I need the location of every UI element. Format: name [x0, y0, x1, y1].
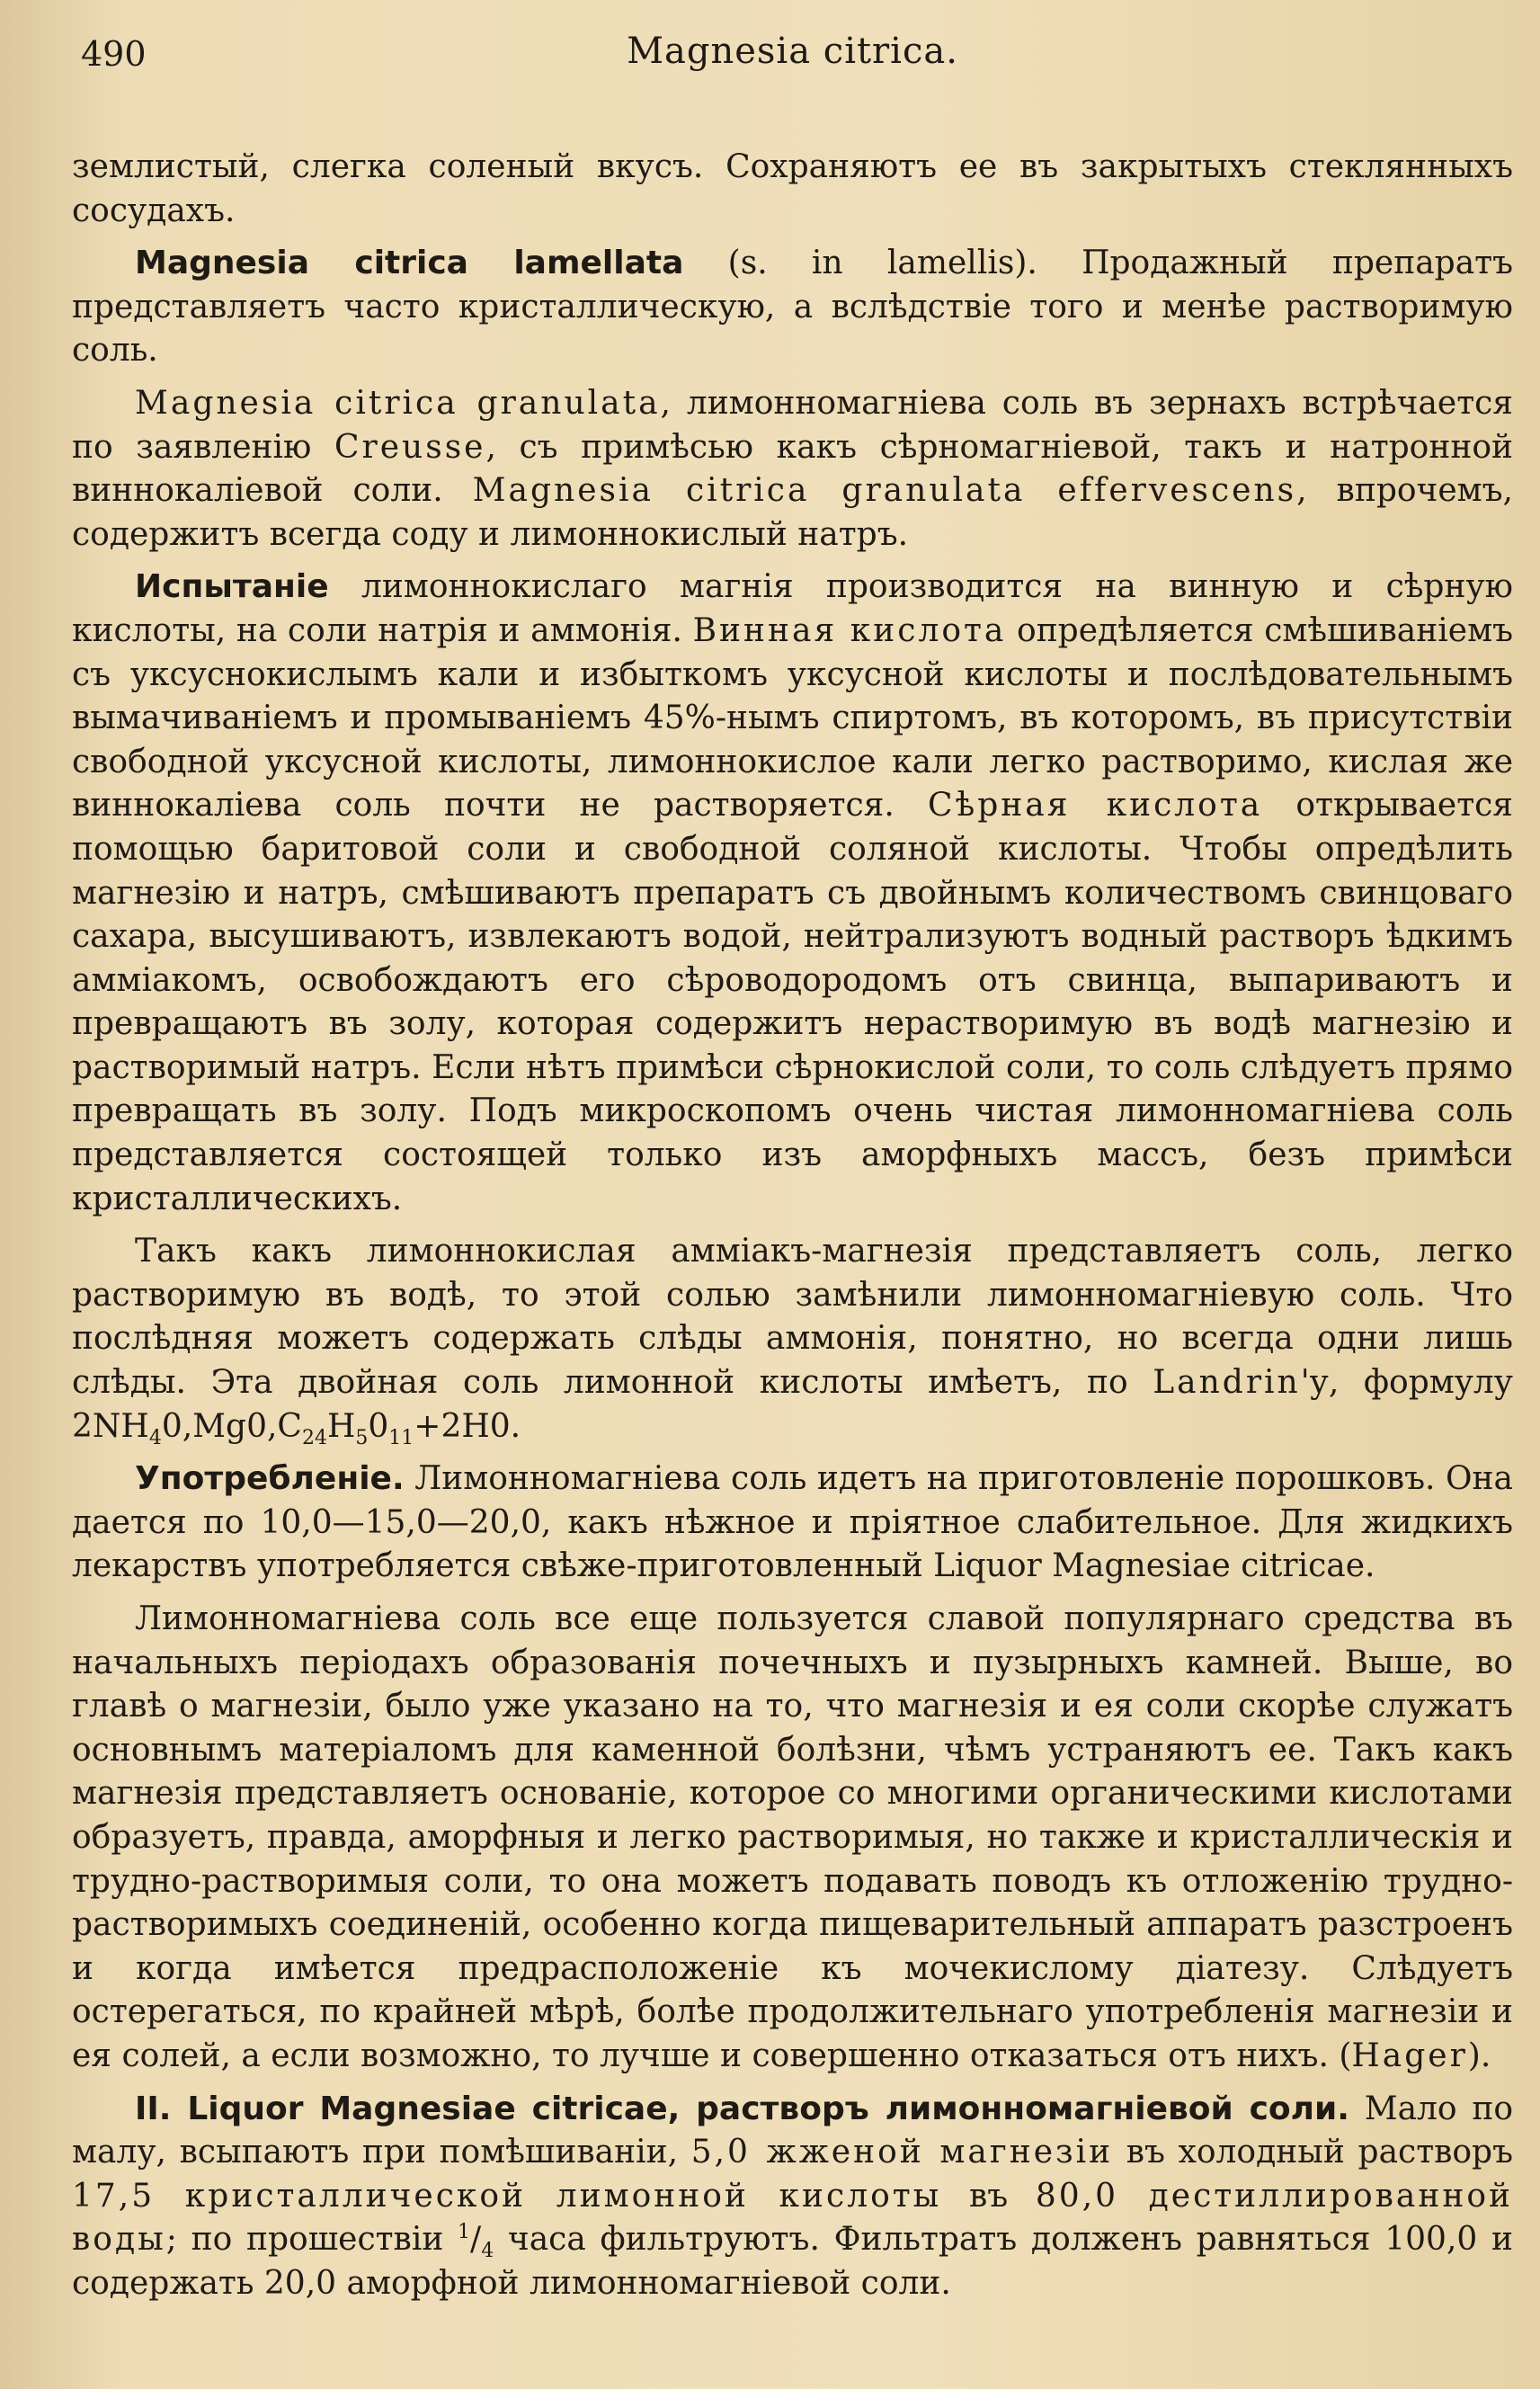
formula-subscript: 24	[301, 1426, 327, 1449]
paragraph-text: ; по прошествіи	[165, 2221, 458, 2259]
paragraph-liquor: II. Liquor Magnesiae citricae, растворъ лимонномагніевой соли. Мало по малу, всыпаютъ при помѣшиваніи, 5,0 жженой магнезіи въ холодный растворъ 17,5 кристаллической лимонной кислоты въ 80,0 дестиллированной воды; по прошествіи $^1/_4$ часа фильтруютъ. Фильтратъ долженъ равняться 100,0 и содержать 20,0 аморфной лимонномагніевой соли.	[72, 2090, 1514, 2302]
paragraph-text: Лимонномагніева соль идетъ на приготовленіе порошковъ. Она дается по 10,0—15,0—20,0, какъ нѣжное и пріятное слабительное. Для жидкихъ лекарствъ употребляется свѣже-приготовленный Liquor Magnesiae citricae.	[72, 1460, 1513, 1585]
paragraph-granulata	[72, 382, 1513, 557]
paragraph-text: (s. in lamellis). Продажный препаратъ представляетъ часто кристаллическую, а вслѣдствіе того и менѣе растворимую соль.	[72, 245, 1513, 370]
fraction-denominator: 4	[481, 2240, 494, 2263]
paragraph-text: Такъ какъ лимоннокислая амміакъ-магнезія представляетъ соль, легко растворимую въ водѣ, то этой солью замѣнили лимонномагніевую соль. Что послѣдняя можетъ содержать слѣды аммонія, понятно, но всегда одни лишь слѣды. Эта двойная соль лимонной кислоты имѣетъ, по	[72, 1233, 1513, 1402]
paragraph-text: ).	[1467, 2037, 1491, 2074]
section-heading: Испытаніе	[135, 568, 329, 606]
paragraph-remarks	[72, 1598, 1513, 2079]
paragraph-text: , лимонномагніева соль въ зернахъ встрѣчается по заявленію	[72, 384, 1514, 466]
formula-part: +2H0.	[414, 1407, 521, 1445]
paragraph-text: , съ примѣсью какъ сѣрномагніевой, такъ и натронной виннокаліевой соли.	[72, 428, 1513, 510]
formula-subscript: 5	[355, 1426, 369, 1449]
paragraph-text: открывается помощью баритовой соли и свободной соляной кислоты. Чтобы опредѣлить магнезію и натръ, смѣшиваютъ препаратъ съ двойнымъ количествомъ свинцоваго сахара, высушиваютъ, извлекаютъ водой, нейтрализуютъ водный растворъ ѣдкимъ амміакомъ, освобождаютъ его сѣроводородомъ отъ свинца, выпариваютъ и превращаютъ въ золу, которая содержитъ нерастворимую въ водѣ магнезію и растворимый натръ. Если нѣтъ примѣси сѣрнокислой соли, то соль слѣдуетъ прямо превращать въ золу. Подъ микроскопомъ очень чистая лимонномагніева соль представляется состоящей только изъ аморфныхъ массъ, безъ примѣси кристаллическихъ.	[72, 787, 1513, 1217]
author-name: Landrin	[1153, 1364, 1301, 1402]
paragraph-ammonia	[72, 1230, 1513, 1449]
paragraph-text: часа фильтруютъ. Фильтратъ долженъ равняться 100,0 и содержать 20,0 аморфной лимонномагніевой соли.	[72, 2221, 1513, 2302]
formula-part: 2NH	[72, 1407, 149, 1445]
emphasis-text: 5,0 жженой магнезіи	[690, 2134, 1114, 2171]
paragraph-text: Мало по малу, всыпаютъ при помѣшиваніи,	[72, 2090, 1513, 2171]
author-name: Hager	[1351, 2037, 1468, 2074]
term-heading: Magnesia citrica lamellata	[135, 245, 684, 282]
section-heading: II. Liquor Magnesiae citricae, растворъ лимонномагніевой соли.	[135, 2090, 1349, 2127]
page-header	[72, 27, 1513, 81]
paragraph-text: лимоннокислаго магнія производится на винную и сѣрную кислоты, на соли натрія и аммонія.	[72, 568, 1513, 649]
formula-subscript: 11	[388, 1426, 414, 1449]
formula-part: H	[326, 1407, 356, 1445]
paragraph-text: 'у, формулу	[1300, 1364, 1513, 1402]
paragraph-text: землистый, слегка соленый вкусъ. Сохраняютъ ее въ закрытыхъ стеклянныхъ сосудахъ.	[72, 148, 1513, 229]
paragraph-lamellata	[72, 242, 1513, 373]
emphasis-text: 80,0 дестиллированной воды	[72, 2177, 1514, 2259]
paragraph-testing	[72, 566, 1513, 1221]
paragraph-text: въ холодный растворъ	[1113, 2134, 1514, 2171]
page-body	[72, 146, 1513, 2306]
formula-part: 0	[368, 1407, 389, 1445]
paragraph-text: Лимонномагніева соль все еще пользуется славой популярнаго средства въ начальныхъ періодахъ образованія почечныхъ и пузырныхъ камней. Выше, во главѣ о магнезіи, было уже указано на то, что магнезія и ея соли скорѣе служатъ основнымъ матеріаломъ для каменной болѣзни, чѣмъ устраняютъ ее. Такъ какъ магнезія представляетъ основаніе, которое со многими органическими кислотами образуетъ, правда, аморфныя и легко растворимыя, но также и кристаллическія и трудно-растворимыя соли, то она можетъ подавать поводъ къ отложенію трудно-растворимыхъ соединеній, особенно когда пищеварительный аппаратъ разстроенъ и когда имѣется предрасположеніе къ мочекислому діатезу. Слѣдуетъ остерегаться, по крайней мѣрѣ, болѣе продолжительнаго употребленія магнезіи и ея солей, а если возможно, то лучше и совершенно отказаться отъ нихъ. (	[72, 1600, 1513, 2074]
term-heading: Magnesia citrica granulata	[135, 384, 661, 422]
formula-part: 0,Mg0,C	[161, 1407, 302, 1445]
emphasis-text: 17,5 кристаллической лимонной кислоты	[72, 2177, 942, 2215]
chemical-formula	[72, 1407, 521, 1449]
formula-subscript: 4	[148, 1426, 162, 1449]
emphasis-text: Винная кислота	[692, 611, 1007, 649]
paragraph-text: опредѣляется смѣшиваніемъ съ уксуснокислымъ кали и избыткомъ уксусной кислоты и послѣдовательнымъ вымачиваніемъ и промываніемъ 45%-нымъ спиртомъ, въ которомъ, въ присутствіи свободной уксусной кислоты, лимоннокислое кали легко растворимо, кислая же виннокаліева соль почти не растворяется.	[72, 611, 1513, 825]
fraction-numerator: 1	[458, 2221, 471, 2244]
paragraph-text: въ	[941, 2177, 1036, 2215]
paragraph-continuation	[72, 146, 1513, 233]
section-heading: Употребленіе.	[135, 1460, 405, 1498]
author-name: Creusse	[334, 428, 486, 466]
emphasis-text: Сѣрная кислота	[927, 787, 1263, 825]
paragraph-usage	[72, 1457, 1513, 1589]
term-heading: Magnesia citrica granulata effervescens	[472, 472, 1297, 510]
page-number: 490	[81, 34, 147, 74]
running-title: Magnesia citrica.	[627, 31, 958, 72]
paragraph-text: , впрочемъ, содержитъ всегда соду и лимоннокислый натръ.	[72, 472, 1513, 553]
